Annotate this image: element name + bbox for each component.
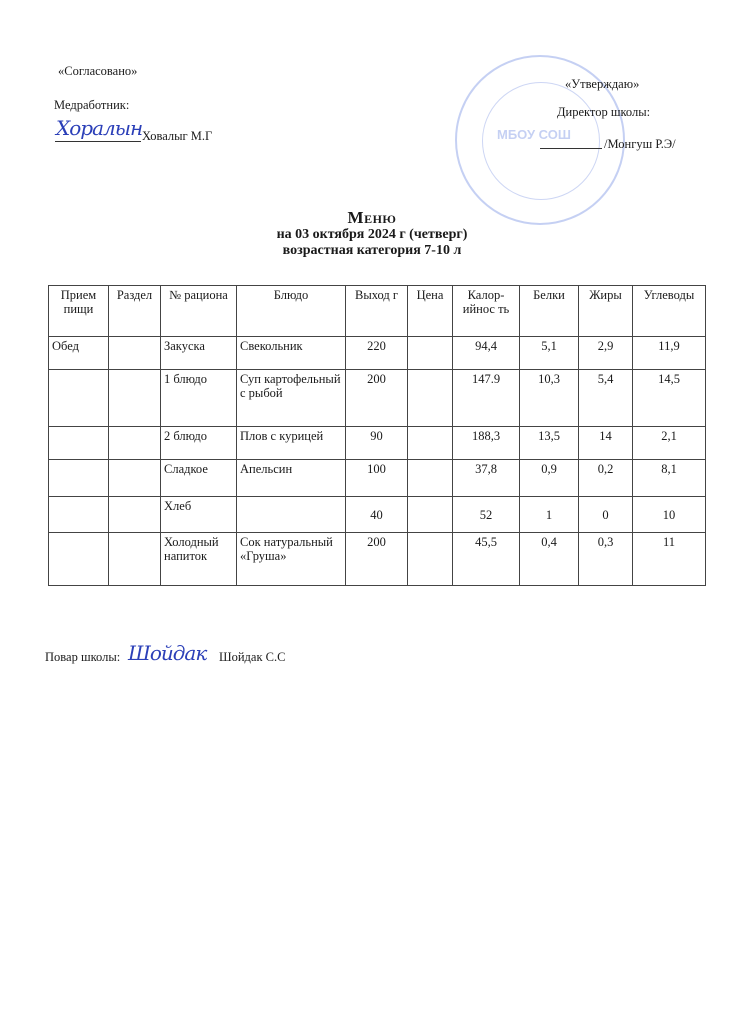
cell-fat: 0,2 [579, 460, 633, 497]
cell-carbs: 2,1 [633, 427, 706, 460]
cell-yield: 220 [346, 337, 408, 370]
header-carbs: Углеводы [633, 286, 706, 337]
cell-section [109, 497, 161, 533]
cell-ration: Холодный напиток [161, 533, 237, 586]
cell-protein: 5,1 [520, 337, 579, 370]
cell-protein: 1 [520, 497, 579, 533]
cell-price [408, 497, 453, 533]
cell-carbs: 14,5 [633, 370, 706, 427]
medic-name: Ховалыг М.Г [142, 129, 213, 143]
director-name: /Монгуш Р.Э/ [604, 137, 676, 151]
cell-fat: 5,4 [579, 370, 633, 427]
title-date: на 03 октября 2024 г (четверг) [276, 227, 468, 242]
cell-carbs: 8,1 [633, 460, 706, 497]
cell-kcal: 188,3 [453, 427, 520, 460]
cell-meal [49, 497, 109, 533]
table-row [49, 497, 706, 533]
cell-yield: 100 [346, 460, 408, 497]
cell-protein: 0,9 [520, 460, 579, 497]
stamp-text: МБОУ СОШ [497, 127, 571, 142]
cell-section [109, 370, 161, 427]
cell-ration: Хлеб [161, 497, 237, 533]
cell-meal [49, 460, 109, 497]
cell-ration: Закуска [161, 337, 237, 370]
cell-kcal: 45,5 [453, 533, 520, 586]
cell-protein: 10,3 [520, 370, 579, 427]
cell-kcal: 37,8 [453, 460, 520, 497]
cell-yield: 40 [346, 497, 408, 533]
table-row [49, 370, 706, 427]
title-main: Меню [347, 208, 397, 227]
cell-dish: Свекольник [237, 337, 346, 370]
cell-protein: 0,4 [520, 533, 579, 586]
header-dish: Блюдо [237, 286, 346, 337]
cell-fat: 14 [579, 427, 633, 460]
cell-yield: 200 [346, 370, 408, 427]
medic-role-label: Медработник: [54, 98, 130, 112]
cell-dish: Плов с курицей [237, 427, 346, 460]
cell-meal [49, 427, 109, 460]
cell-section [109, 533, 161, 586]
table-row [49, 337, 706, 370]
cell-kcal: 52 [453, 497, 520, 533]
medic-signature: Хоралын [56, 116, 143, 140]
header-meal: Прием пищи [49, 286, 109, 337]
cell-dish: Суп картофельный с рыбой [237, 370, 346, 427]
header-yield: Выход г [346, 286, 408, 337]
cell-carbs: 11 [633, 533, 706, 586]
cell-fat: 0,3 [579, 533, 633, 586]
cell-section [109, 337, 161, 370]
cell-meal [49, 370, 109, 427]
header-section: Раздел [109, 286, 161, 337]
cell-ration: Сладкое [161, 460, 237, 497]
cell-meal [49, 533, 109, 586]
cell-kcal: 147.9 [453, 370, 520, 427]
approve-label: «Утверждаю» [565, 77, 640, 91]
table-row [49, 533, 706, 586]
agreed-label: «Согласовано» [58, 64, 138, 78]
cell-price [408, 427, 453, 460]
cell-yield: 90 [346, 427, 408, 460]
header-ration: № рациона [161, 286, 237, 337]
cell-section [109, 460, 161, 497]
cell-price [408, 370, 453, 427]
medic-signature-line [55, 141, 141, 142]
document-title [0, 208, 744, 259]
director-role-label: Директор школы: [557, 105, 651, 119]
cell-protein: 13,5 [520, 427, 579, 460]
cook-role-label: Повар школы: [45, 650, 121, 664]
cell-ration: 2 блюдо [161, 427, 237, 460]
cell-dish: Сок натуральный «Груша» [237, 533, 346, 586]
cell-section [109, 427, 161, 460]
cell-price [408, 460, 453, 497]
cell-carbs: 10 [633, 497, 706, 533]
cell-carbs: 11,9 [633, 337, 706, 370]
cell-meal: Обед [49, 337, 109, 370]
director-signature-line [540, 148, 602, 149]
header-protein: Белки [520, 286, 579, 337]
cell-dish [237, 497, 346, 533]
table-header-row [49, 286, 706, 337]
cell-price [408, 337, 453, 370]
cell-price [408, 533, 453, 586]
menu-table [48, 285, 706, 586]
cell-kcal: 94,4 [453, 337, 520, 370]
cell-dish: Апельсин [237, 460, 346, 497]
table-row [49, 427, 706, 460]
title-age-category: возрастная категория 7-10 л [282, 243, 462, 258]
cell-fat: 2,9 [579, 337, 633, 370]
header-price: Цена [408, 286, 453, 337]
cook-name: Шойдак С.С [219, 650, 286, 664]
header-kcal: Калор-ийнос ть [453, 286, 520, 337]
cell-ration: 1 блюдо [161, 370, 237, 427]
cook-signature: Шойдак [128, 641, 207, 665]
cell-yield: 200 [346, 533, 408, 586]
table-row [49, 460, 706, 497]
cell-fat: 0 [579, 497, 633, 533]
header-fat: Жиры [579, 286, 633, 337]
